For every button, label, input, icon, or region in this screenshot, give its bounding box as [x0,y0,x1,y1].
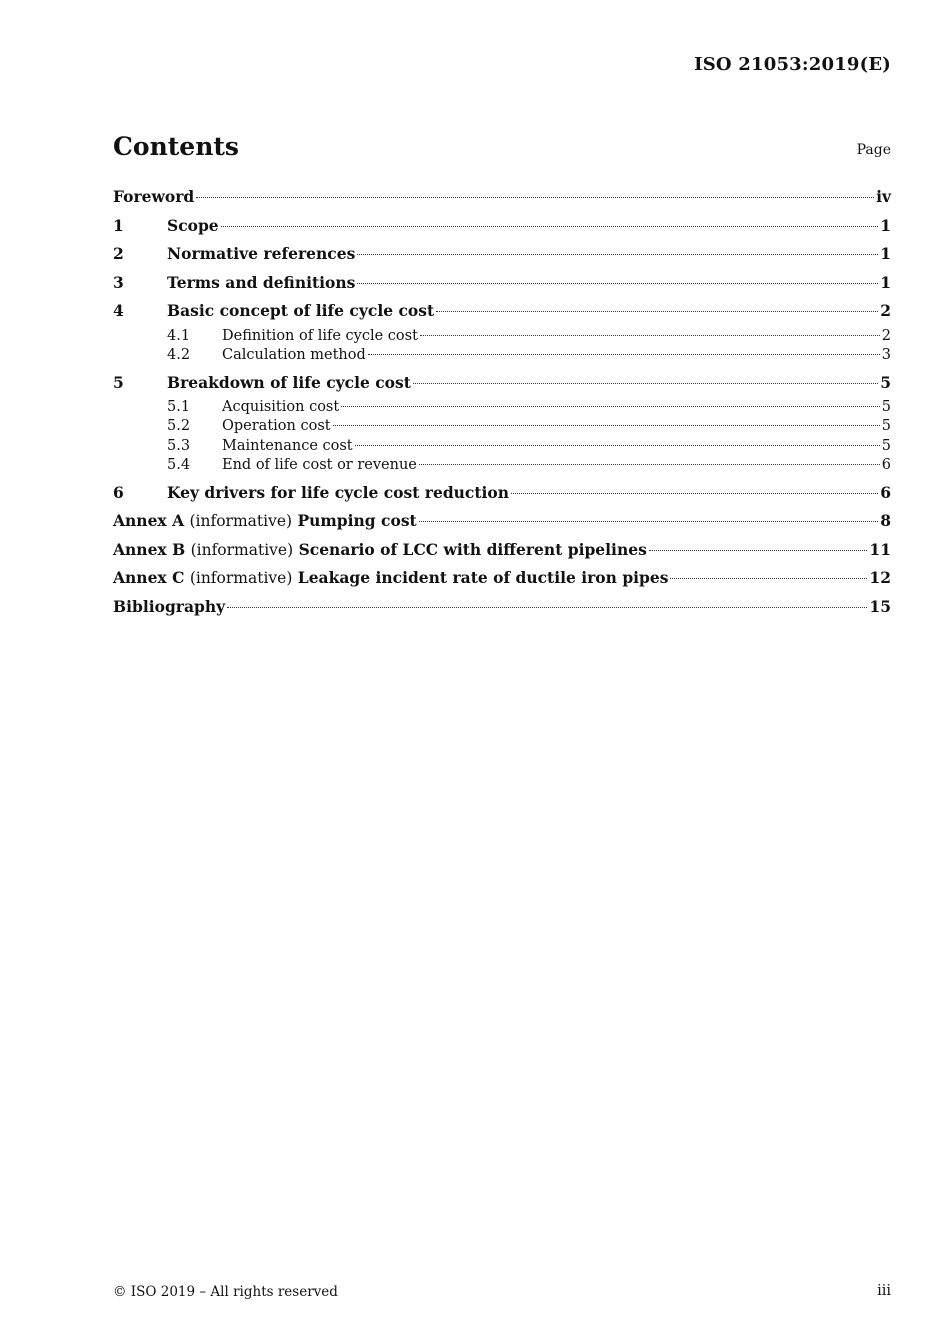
toc-entry[interactable] [113,270,891,299]
toc-entry[interactable] [113,398,891,417]
toc-entry[interactable] [113,346,891,370]
toc-entry-label: Breakdown of life cycle cost [167,372,411,392]
toc-entry-label: End of life cost or revenue [222,456,417,473]
toc-entry-title [113,537,647,563]
toc-entry-number: 4.1 [167,327,191,344]
page-number: iii [877,1283,891,1299]
dot-leader [355,445,880,446]
toc-entry-informative: (informative) [189,512,293,531]
toc-entry-title [113,565,668,591]
toc-entry-label: Calculation method [222,346,366,363]
toc-entry-page: 8 [880,511,891,531]
toc-entry-label: Leakage incident rate of ductile iron pipes [297,568,669,588]
toc-entry-number: 5.3 [167,437,191,454]
standard-code: ISO 21053:2019(E) [694,54,891,75]
toc-entry-label: Normative references [167,244,356,263]
toc-entry-title [167,213,219,238]
toc-entry-page: 6 [881,456,891,473]
toc-entry[interactable] [113,241,891,270]
toc-entry-title [222,327,418,346]
toc-entry-label: Scope [167,215,219,235]
toc-entry-number: 1 [113,215,124,235]
toc-entry-title [222,437,353,456]
toc-entry-title [222,417,331,436]
toc-entry-title [113,508,417,534]
toc-entry-page: 1 [880,272,891,292]
dot-leader [436,311,878,312]
toc-entry-prefix: Bibliography [113,596,226,616]
toc-entry-number: 5.2 [167,418,191,435]
toc-entry-page: 6 [880,482,891,502]
toc-entry-label: Maintenance cost [222,437,353,454]
dot-leader [368,354,880,355]
toc-entry[interactable] [113,456,891,480]
toc-entry-prefix: Annex B [113,539,186,559]
dot-leader [227,607,867,608]
toc-entry-page: 1 [880,244,891,263]
dot-leader [649,550,868,551]
toc-entry[interactable] [113,508,891,537]
toc-entry-page: 5 [881,418,891,435]
dot-leader [511,493,878,494]
dot-leader [341,406,880,407]
toc-entry-label: Key drivers for life cycle cost reduction [167,482,510,502]
toc-entry-label: Pumping cost [297,511,417,531]
toc-entry-page: 2 [881,327,891,344]
toc-entry-prefix: Foreword [113,187,195,206]
toc-entry-title [167,480,509,505]
toc-entry-page: 5 [881,437,891,454]
toc-entry-title [167,370,411,395]
toc-entry[interactable] [113,594,891,623]
dot-leader [221,226,879,227]
toc-entry-page: 3 [881,346,891,363]
toc-entry[interactable] [113,537,891,566]
toc-entry[interactable] [113,480,891,509]
toc-entry-number: 2 [113,244,124,263]
toc-entry-label: Operation cost [222,418,331,435]
toc-entry-number: 4.2 [167,346,191,363]
toc-entry[interactable] [113,370,891,399]
contents-title: Contents [113,132,240,161]
toc-entry-informative: (informative) [189,569,293,588]
dot-leader [670,578,867,579]
dot-leader [357,283,878,284]
toc-entry-number: 4 [113,301,124,320]
toc-entry-label: Basic concept of life cycle cost [167,301,435,320]
toc-entry[interactable] [113,184,891,213]
toc-entry-page: 11 [869,539,891,559]
toc-entry-page: 2 [880,301,891,320]
dot-leader [333,425,880,426]
dot-leader [420,335,880,336]
toc-entry-title [167,298,434,323]
toc-entry-label: Acquisition cost [222,399,340,416]
toc-entry-number: 5.1 [167,399,191,416]
toc-entry-page: 5 [880,372,891,392]
toc-entry[interactable] [113,437,891,456]
toc-entry-label: Scenario of LCC with different pipelines [298,539,647,559]
toc-entry-prefix: Annex A [113,511,185,531]
toc-entry[interactable] [113,565,891,594]
toc-entry-title [222,456,417,475]
toc-entry-page: 1 [880,215,891,235]
dot-leader [196,197,874,198]
toc-entry-informative: (informative) [190,540,294,559]
toc-entry[interactable] [113,327,891,346]
toc-entry-number: 5 [113,372,124,392]
dot-leader [357,254,878,255]
toc-entry-number: 3 [113,272,124,292]
toc-entry-page: 12 [869,568,891,588]
toc-entry-title [167,270,355,295]
toc-entry-number: 5.4 [167,456,191,473]
toc-entry-title [222,346,366,365]
dot-leader [419,464,880,465]
dot-leader [419,521,879,522]
table-of-contents [113,184,891,622]
toc-entry-label: Terms and definitions [167,272,356,292]
toc-entry-page: 15 [869,596,891,616]
dot-leader [413,383,878,384]
toc-entry-title [113,184,194,209]
toc-entry[interactable] [113,298,891,327]
toc-entry-label: Definition of life cycle cost [222,327,418,344]
toc-entry-page: iv [876,187,891,206]
copyright-notice: © ISO 2019 – All rights reserved [113,1284,338,1300]
toc-entry-title [222,398,339,417]
toc-entry[interactable] [113,213,891,242]
toc-entry-title [167,241,355,266]
toc-entry[interactable] [113,417,891,436]
toc-entry-title [113,594,225,619]
toc-entry-prefix: Annex C [113,568,185,588]
toc-entry-page: 5 [881,399,891,416]
page-column-label: Page [856,142,891,158]
toc-entry-number: 6 [113,482,124,502]
